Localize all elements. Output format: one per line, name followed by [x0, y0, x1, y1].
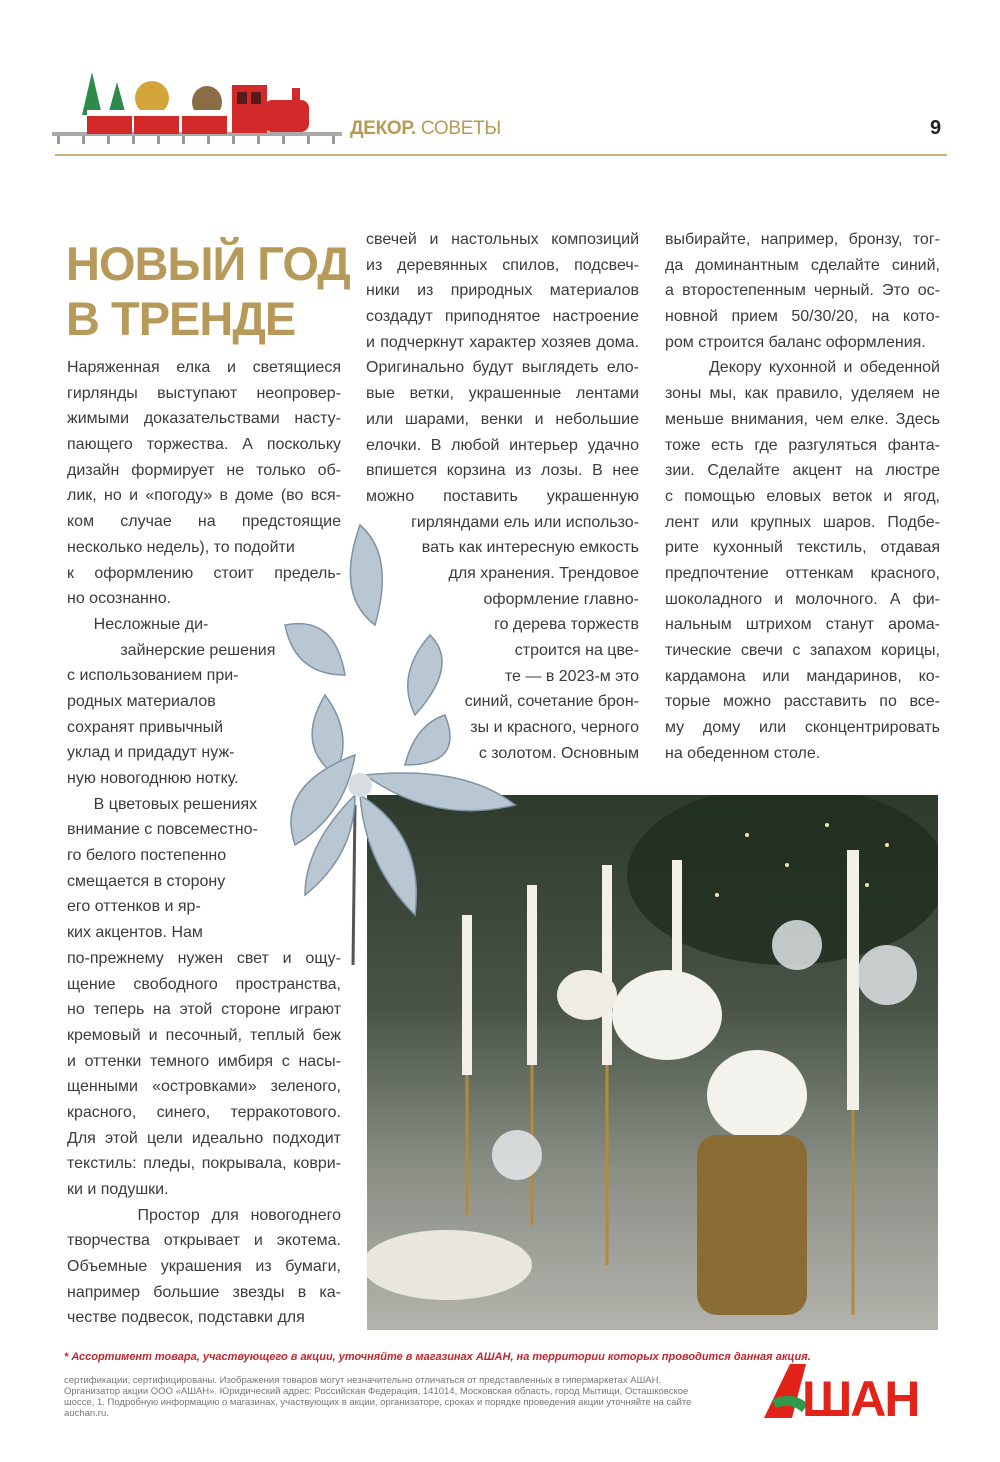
text-line: честве подвесок, подставки для — [67, 1309, 305, 1327]
text-line: зы и красного, черного — [470, 719, 639, 737]
text-line: предпочтение оттенкам красного, — [665, 564, 940, 582]
text-line: рите кухонный текстиль, отдавая — [665, 539, 940, 557]
text-line: для хранения. Трендовое — [448, 564, 639, 582]
text-line: творчества открывает и экотема. — [67, 1232, 341, 1250]
text-line: впишется корзина из лозы. В нее — [366, 462, 639, 480]
text-line: к оформлению стоит предель- — [67, 564, 341, 582]
title-line-2: В ТРЕНДЕ — [66, 292, 296, 345]
text-line: дизайн формирует не только об- — [67, 461, 341, 479]
text-line: на обеденном столе. — [665, 744, 821, 762]
text-line: щение свободного пространства, — [67, 975, 341, 993]
text-line: торые можно расставить по все- — [665, 693, 940, 711]
article-title — [66, 236, 350, 346]
text-line: лент или крупных шаров. Подбе- — [665, 513, 940, 531]
text-line: внимание с повсеместно- — [67, 821, 258, 839]
section-label — [350, 118, 501, 140]
text-line: Объемные украшения из бумаги, — [67, 1258, 341, 1276]
text-line: нальным штрихом станут арома- — [665, 616, 940, 634]
text-line: с золотом. Основным — [478, 744, 639, 762]
text-line: вать как интересную емкость — [421, 539, 639, 557]
text-line: ки и подушки. — [67, 1181, 169, 1198]
svg-text:ШАН: ШАН — [802, 1371, 919, 1422]
text-line: его оттенков и яр- — [67, 898, 201, 916]
text-line: но теперь на этой стороне играют — [67, 1001, 341, 1019]
text-line: но осознанно. — [67, 590, 172, 608]
text-line: меньше внимания, чем елке. Здесь — [665, 410, 940, 428]
text-line: можно поставить украшенную — [366, 487, 639, 505]
text-line: гирляндами ель или использо- — [411, 513, 639, 531]
text-column-3 — [665, 227, 940, 766]
text-line: зайнерские решения — [67, 641, 276, 659]
text-line: му дому или сконцентрировать — [665, 719, 940, 737]
text-line: свечей и настольных композиций — [366, 231, 639, 248]
text-line: шоколадного и молочного. А фи- — [665, 590, 940, 608]
text-line: родных материалов — [67, 692, 216, 710]
text-line: щенными «островками» зеленого, — [67, 1078, 341, 1096]
text-line: создадут приподнятое настроение — [366, 308, 639, 326]
text-line: текстиль: пледы, покрывала, коври- — [67, 1155, 341, 1173]
text-line: Простор для новогоднего — [67, 1206, 341, 1224]
text-line: жимыми доказательствами насту- — [67, 410, 341, 428]
text-line: красного, синего, терракотового. — [67, 1103, 341, 1121]
auchan-logo — [762, 1360, 952, 1422]
text-line: а второстепенным черный. Это ос- — [665, 282, 940, 300]
text-line: Для этой цели идеально подходит — [67, 1129, 341, 1147]
text-line: по-прежнему нужен свет и ощу- — [67, 949, 341, 967]
text-line: Декору кухонной и обеденной — [665, 359, 940, 377]
text-line: синий, сочетание брон- — [464, 693, 639, 711]
text-line: Несложные ди- — [67, 615, 209, 633]
text-line: Оригинально будут выглядеть ело- — [366, 359, 639, 377]
text-line: тоже есть где разгуляться фанта- — [665, 436, 940, 454]
text-line: уклад и придадут нуж- — [67, 744, 235, 762]
text-line: да доминантным сделайте синий, — [665, 256, 940, 274]
text-line: пающего торжества. А поскольку — [67, 436, 341, 454]
legal-text: сертификации, сертифицированы. Изображения товаров могут незначительно отличаться от представленных в гипермаркетах АШАН. Организатор акции ООО «АШАН». Юридический адрес: Российская Федерация, 141014, Московская область, город Мытищи, Осташковское шоссе, 1. Подробную информацию о магазинах, участвующих в акции, организаторе, сроках и порядке проведения акции уточняйте на сайте auchan.ru. — [64, 1375, 692, 1419]
text-line: или шарами, венки и небольшие — [366, 410, 639, 428]
text-line: оформление главно- — [483, 590, 639, 608]
text-line: смещается в сторону — [67, 872, 226, 890]
text-line: зии. Сделайте акцент на люстре — [665, 462, 940, 480]
text-line: ники из природных материалов — [366, 282, 639, 300]
text-line: лик, но и «погоду» в доме (во вся- — [67, 487, 341, 505]
text-line: несколько недель), то подойти — [67, 538, 295, 556]
text-line: В цветовых решениях — [67, 795, 258, 813]
section-label-rest: СОВЕТЫ — [415, 118, 501, 139]
text-line: сохранят привычный — [67, 718, 224, 736]
text-line: и подчеркнут характер хозяев дома. — [366, 333, 639, 351]
text-line: ром строится баланс оформления. — [665, 333, 926, 351]
header-divider — [55, 154, 947, 156]
text-line: новной прием 50/30/20, на кото- — [665, 308, 940, 326]
text-line: ную новогоднюю нотку. — [67, 770, 239, 787]
text-column-2 — [366, 227, 639, 766]
promo-disclaimer: * Ассортимент товара, участвующего в акции, уточняйте в магазинах АШАН, на территории которых проводится данная акция. — [64, 1351, 811, 1363]
text-line: зоны мы, как правило, уделяем не — [665, 385, 940, 403]
section-label-bold: ДЕКОР. — [350, 118, 416, 139]
title-line-1: НОВЫЙ ГОД — [66, 237, 350, 290]
text-line: с помощью еловых веток и ягод, — [665, 487, 940, 505]
text-line: вые ветки, украшенные лентами — [366, 385, 639, 403]
text-line: например большие звезды в ка- — [67, 1283, 341, 1301]
text-column-1 — [67, 355, 341, 1331]
text-line: ких акцентов. Нам — [67, 924, 203, 942]
text-line: кремовый и песочный, теплый беж — [67, 1026, 341, 1044]
text-line: тические свечи с запахом корицы, — [665, 642, 940, 659]
text-line: те — в 2023-м это — [504, 667, 639, 685]
text-line: елочки. В любой интерьер удачно — [366, 436, 639, 454]
text-line: строится на цве- — [514, 642, 639, 659]
text-line: выбирайте, например, бронзу, тог- — [665, 231, 940, 248]
text-line: и оттенки темного имбиря с насы- — [67, 1052, 341, 1070]
christmas-train-illustration — [52, 70, 347, 148]
text-line: ком случае на предстоящие — [67, 513, 341, 531]
text-line: го белого постепенно — [67, 847, 227, 865]
text-line: с использованием при- — [67, 667, 239, 685]
text-line: из деревянных спилов, подсвеч- — [366, 256, 639, 274]
page-number: 9 — [930, 117, 942, 139]
text-line: Наряженная елка и светящиеся — [67, 359, 341, 376]
text-line: го дерева торжеств — [494, 616, 639, 634]
text-line: кардамона или мандаринов, ко- — [665, 667, 940, 685]
text-line: гирлянды выступают неопровер- — [67, 384, 341, 402]
